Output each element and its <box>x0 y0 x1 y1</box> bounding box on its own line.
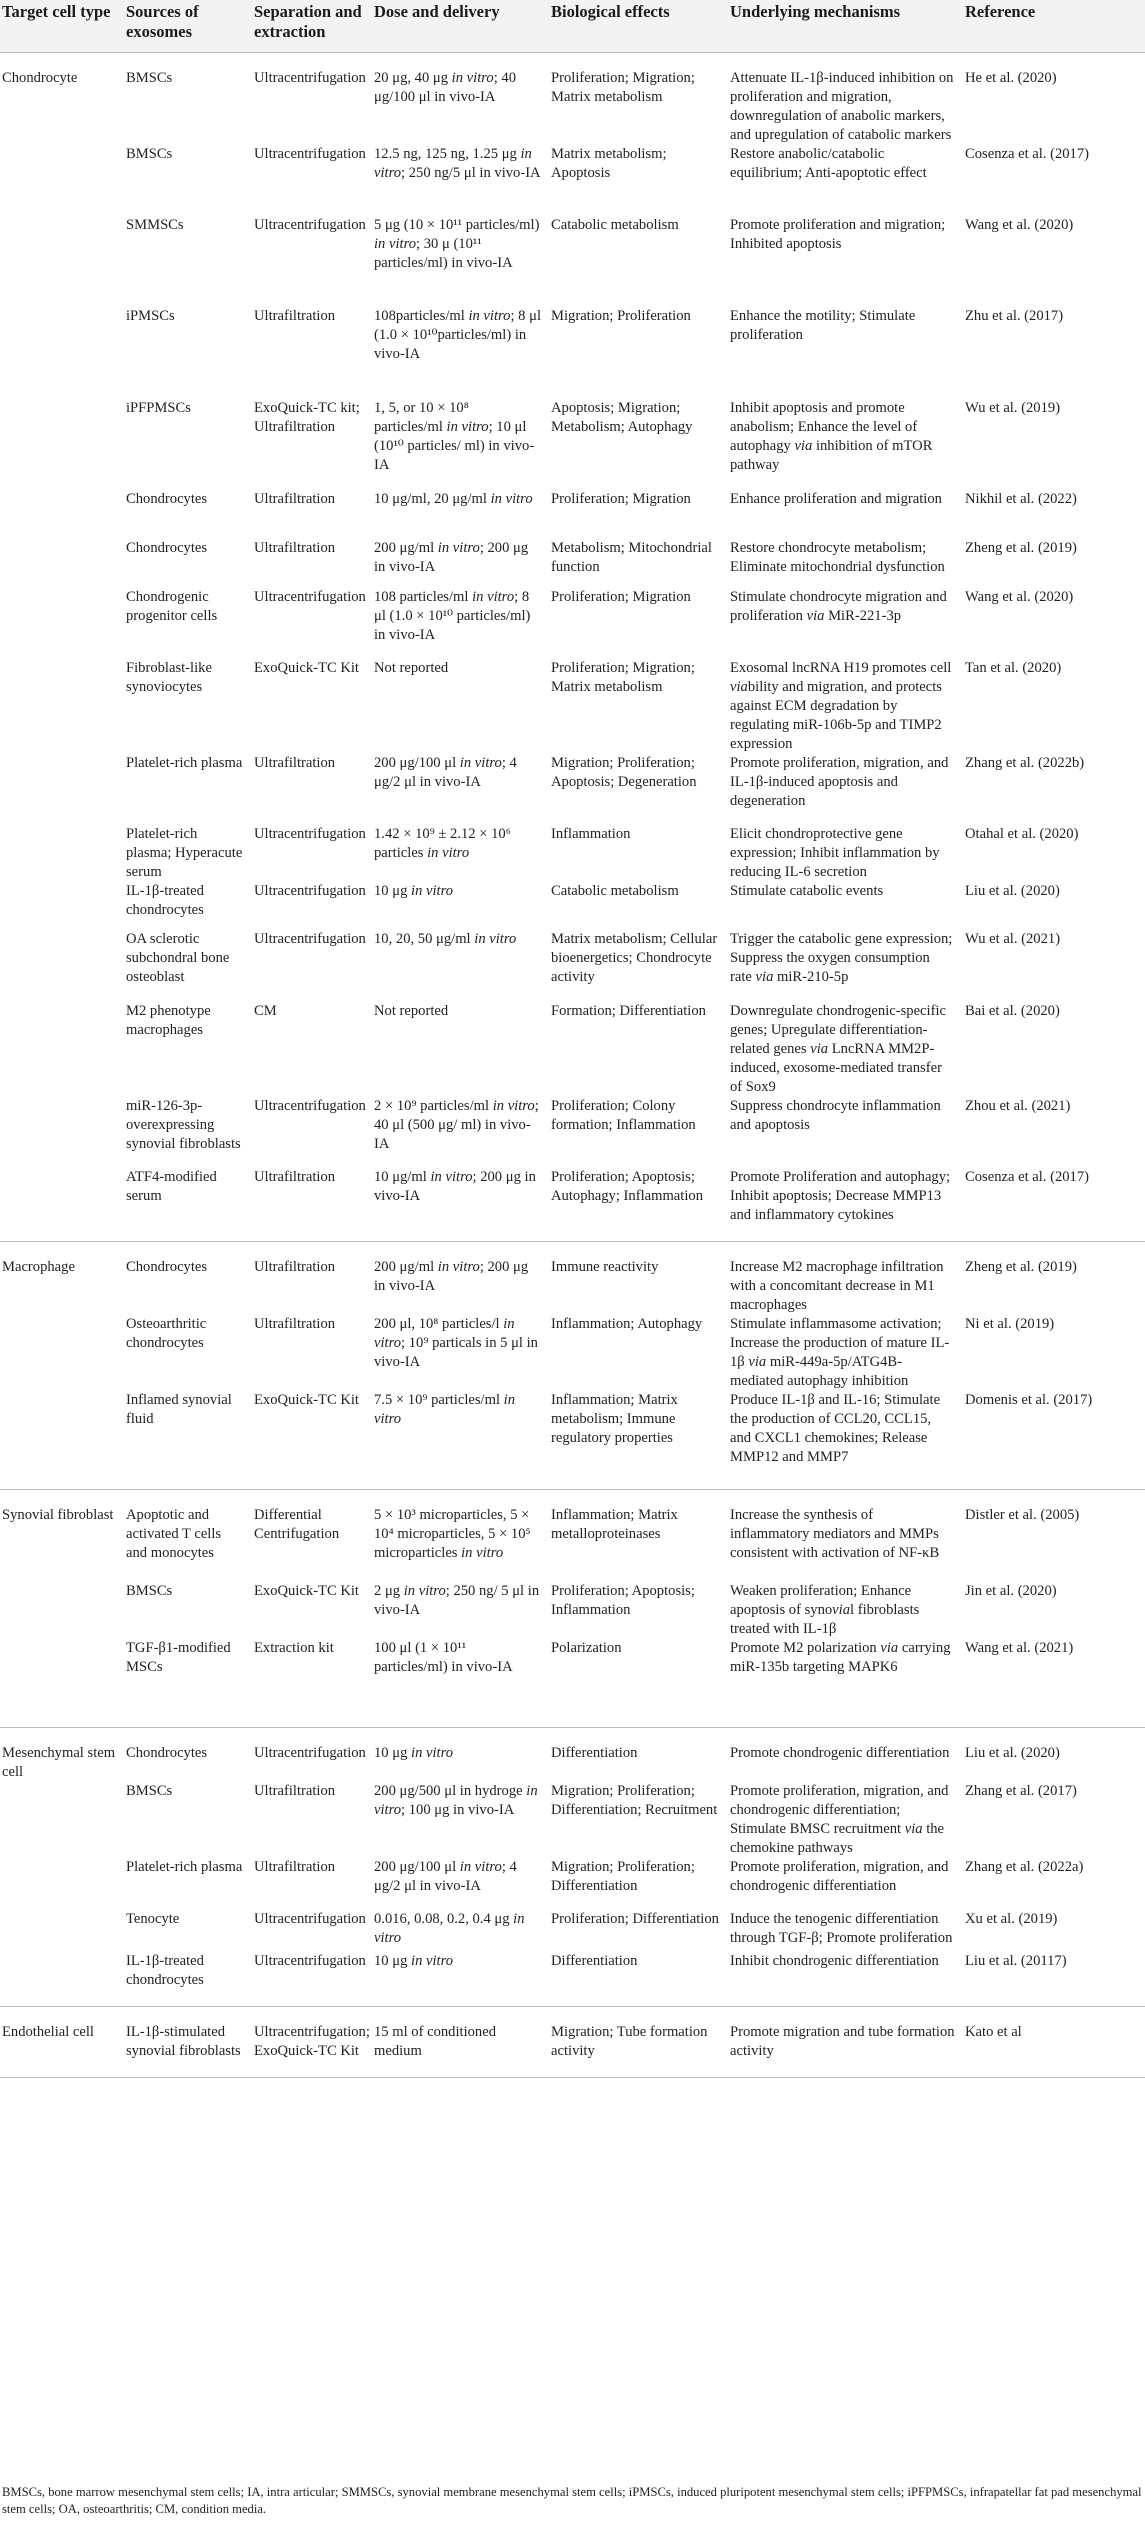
cell-effects: Inflammation <box>551 826 631 842</box>
cell-dose: 12.5 ng, 125 ng, 1.25 μg in vitro; 250 ng/5 μl in vivo-IA <box>374 146 541 181</box>
cell-mechanism: Elicit chondroprotective gene expression; Inhibit inflammation by reducing IL-6 secretion <box>730 826 940 880</box>
cell-source: iPMSCs <box>126 308 175 324</box>
cell-target <box>0 399 122 490</box>
cell-extraction: Ultracentrifugation <box>250 1727 370 1782</box>
cell-extraction: ExoQuick-TC Kit <box>254 660 359 676</box>
cell-mechanism: Promote proliferation, migration, and chondrogenic differentiation; Stimulate BMSC recruitment via the chemokine pathways <box>730 1782 949 1856</box>
cell-effects: Proliferation; Apoptosis; Autophagy; Inflammation <box>547 1168 726 1242</box>
cell-effects: Differentiation <box>547 1952 726 2007</box>
cell-source: Tenocyte <box>126 1910 180 1927</box>
cell-dose: 10 μg in vitro <box>370 1952 547 2007</box>
header-reference: Reference <box>961 0 1145 53</box>
cell-reference: Domenis et al. (2017) <box>961 1391 1145 1489</box>
cell-effects: Migration; Proliferation; Differentiation; Recruitment <box>551 1782 718 1818</box>
cell-source: BMSCs <box>126 1782 173 1799</box>
cell-mechanism: Promote proliferation, migration, and IL-1β-induced apoptosis and degeneration <box>730 755 949 809</box>
cell-extraction: ExoQuick-TC Kit <box>250 1391 370 1489</box>
table-body <box>0 53 1145 2078</box>
header-target: Target cell type <box>0 0 122 53</box>
cell-target <box>0 307 122 399</box>
cell-mechanism: Increase M2 macrophage infiltration with a concomitant decrease in M1 macrophages <box>726 1242 961 1316</box>
header-dose: Dose and delivery <box>370 0 547 53</box>
cell-effects: Proliferation; Colony formation; Inflammation <box>551 1098 696 1133</box>
cell-dose: 200 μg/500 μl in hydroge in vitro; 100 μg in vivo-IA <box>374 1782 538 1818</box>
cell-dose: 0.016, 0.08, 0.2, 0.4 μg in vitro <box>374 1910 525 1946</box>
cell-extraction: Ultracentrifugation <box>254 883 366 899</box>
cell-dose: 200 μg/100 μl in vitro; 4 μg/2 μl in vivo-IA <box>374 1858 517 1894</box>
cell-source: IL-1β-stimulated synovial fibroblasts <box>122 2007 250 2078</box>
cell-dose: 108 particles/ml in vitro; 8 μl (1.0 × 10¹⁰ particles/ml) in vivo-IA <box>374 589 531 643</box>
cell-source: iPFPMSCs <box>126 400 191 416</box>
cell-target <box>0 825 122 882</box>
cell-mechanism: Stimulate inflammasome activation; Increase the production of mature IL-1β via miR-449a-5p/ATG4B-mediated autophagy inhibition <box>730 1316 950 1389</box>
cell-dose: 200 μg/ml in vitro; 200 μg in vivo-IA <box>374 540 529 575</box>
table-row <box>0 307 1145 399</box>
cell-source: Apoptotic and activated T cells and monocytes <box>122 1489 250 1582</box>
cell-effects: Immune reactivity <box>547 1242 726 1316</box>
cell-mechanism: Restore anabolic/catabolic equilibrium; Anti-apoptotic effect <box>730 146 927 181</box>
cell-target <box>0 588 122 659</box>
cell-dose: 10, 20, 50 μg/ml in vitro <box>374 931 517 947</box>
cell-effects: Migration; Proliferation; Differentiation <box>551 1858 695 1894</box>
header-mechanism: Underlying mechanisms <box>726 0 961 53</box>
table-row <box>0 825 1145 882</box>
cell-mechanism: Exosomal lncRNA H19 promotes cell viability and migration, and protects against ECM degradation by regulating miR-106b-5p and TIMP2 expression <box>730 660 952 752</box>
cell-target <box>0 754 122 825</box>
cell-reference: Zhu et al. (2017) <box>965 308 1064 324</box>
cell-dose: 200 μg/100 μl in vitro; 4 μg/2 μl in vivo-IA <box>374 755 517 790</box>
cell-source: BMSCs <box>126 70 173 86</box>
table-row <box>0 1097 1145 1168</box>
cell-source: OA sclerotic subchondral bone osteoblast <box>126 931 230 985</box>
table-row <box>0 1489 1145 1582</box>
cell-source: ATF4-modified serum <box>122 1168 250 1242</box>
cell-effects: Migration; Tube formation activity <box>547 2007 726 2078</box>
table-row <box>0 882 1145 930</box>
cell-reference: Wang et al. (2020) <box>965 217 1074 233</box>
cell-extraction: Ultracentrifugation <box>254 1098 366 1114</box>
cell-target: Macrophage <box>0 1242 122 1316</box>
cell-dose: 2 × 10⁹ particles/ml in vitro; 40 μl (500 μg/ ml) in vivo-IA <box>374 1098 539 1152</box>
table-row <box>0 1315 1145 1391</box>
cell-extraction: Extraction kit <box>250 1639 370 1727</box>
cell-mechanism: Promote Proliferation and autophagy; Inhibit apoptosis; Decrease MMP13 and inflammatory cytokines <box>726 1168 961 1242</box>
cell-extraction: ExoQuick-TC Kit <box>254 1583 359 1599</box>
cell-mechanism: Inhibit chondrogenic differentiation <box>726 1952 961 2007</box>
table-row <box>0 1168 1145 1242</box>
cell-effects: Catabolic metabolism <box>551 883 679 899</box>
table-row <box>0 490 1145 539</box>
cell-mechanism: Promote migration and tube formation activity <box>726 2007 961 2078</box>
table-row <box>0 53 1145 146</box>
header-extraction: Separation and extraction <box>250 0 370 53</box>
cell-effects: Metabolism; Mitochondrial function <box>551 540 712 575</box>
table-row <box>0 1242 1145 1316</box>
cell-extraction: Ultrafiltration <box>250 1168 370 1242</box>
table-row <box>0 2007 1145 2078</box>
cell-reference: Liu et al. (20117) <box>961 1952 1145 2007</box>
cell-source: TGF-β1-modified MSCs <box>122 1639 250 1727</box>
header-source: Sources of exosomes <box>122 0 250 53</box>
cell-mechanism: Suppress chondrocyte inflammation and apoptosis <box>730 1098 941 1133</box>
cell-mechanism: Promote M2 polarization via carrying miR-135b targeting MAPK6 <box>726 1639 961 1727</box>
cell-effects: Migration; Proliferation; Apoptosis; Degeneration <box>551 755 697 790</box>
cell-reference: Jin et al. (2020) <box>965 1583 1057 1599</box>
cell-dose: 2 μg in vitro; 250 ng/ 5 μl in vivo-IA <box>374 1583 540 1618</box>
cell-extraction: CM <box>254 1003 277 1019</box>
table-row <box>0 588 1145 659</box>
cell-mechanism: Enhance proliferation and migration <box>730 491 942 507</box>
cell-dose: 108particles/ml in vitro; 8 μl (1.0 × 10¹⁰particles/ml) in vivo-IA <box>374 308 541 362</box>
table-row <box>0 1782 1145 1858</box>
cell-target <box>0 145 122 216</box>
cell-dose: 10 μg/ml in vitro; 200 μg in vivo-IA <box>370 1168 547 1242</box>
table-row <box>0 145 1145 216</box>
cell-extraction: Ultracentrifugation; ExoQuick-TC Kit <box>250 2007 370 2078</box>
cell-extraction: Ultracentrifugation <box>250 1952 370 2007</box>
cell-target <box>0 216 122 307</box>
cell-effects: Proliferation; Differentiation <box>551 1910 719 1927</box>
cell-source: Chondrocytes <box>126 491 208 507</box>
cell-target <box>0 1582 122 1639</box>
cell-target <box>0 882 122 930</box>
cell-extraction: Ultrafiltration <box>254 491 336 507</box>
cell-reference: Otahal et al. (2020) <box>965 826 1079 842</box>
cell-source: Osteoarthritic chondrocytes <box>126 1316 207 1351</box>
cell-reference: Ni et al. (2019) <box>965 1316 1055 1332</box>
cell-mechanism: Promote chondrogenic differentiation <box>726 1727 961 1782</box>
cell-source: BMSCs <box>126 1583 173 1599</box>
cell-target <box>0 1002 122 1097</box>
cell-mechanism: Trigger the catabolic gene expression; Suppress the oxygen consumption rate via miR-210-5p <box>730 931 953 985</box>
cell-source: M2 phenotype macrophages <box>126 1003 211 1038</box>
cell-source: IL-1β-treated chondrocytes <box>122 1952 250 2007</box>
cell-reference: Liu et al. (2020) <box>965 883 1060 899</box>
cell-target <box>0 1858 122 1910</box>
cell-mechanism: Produce IL-1β and IL-16; Stimulate the production of CCL20, CCL15, and CXCL1 chemokines; Release MMP12 and MMP7 <box>726 1391 961 1489</box>
cell-mechanism: Induce the tenogenic differentiation through TGF-β; Promote proliferation <box>730 1910 953 1946</box>
cell-effects: Proliferation; Migration; Matrix metabolism <box>551 70 695 105</box>
cell-extraction: Ultracentrifugation <box>254 826 366 842</box>
cell-source: Inflamed synovial fluid <box>122 1391 250 1489</box>
cell-extraction: Ultrafiltration <box>254 1782 336 1799</box>
cell-effects: Polarization <box>547 1639 726 1727</box>
cell-extraction: Ultracentrifugation <box>254 146 366 162</box>
cell-source: BMSCs <box>126 146 173 162</box>
cell-reference: Wang et al. (2021) <box>961 1639 1145 1727</box>
cell-reference: Cosenza et al. (2017) <box>965 146 1090 162</box>
cell-dose: 10 μg/ml, 20 μg/ml in vitro <box>374 491 533 507</box>
cell-dose: 20 μg, 40 μg in vitro; 40 μg/100 μl in vivo-IA <box>374 70 516 105</box>
cell-reference: Kato et al <box>961 2007 1145 2078</box>
cell-reference: Wang et al. (2020) <box>965 589 1074 605</box>
cell-target <box>0 1315 122 1391</box>
cell-mechanism: Restore chondrocyte metabolism; Eliminate mitochondrial dysfunction <box>730 540 945 575</box>
cell-mechanism: Weaken proliferation; Enhance apoptosis of synovial fibroblasts treated with IL-1β <box>730 1583 920 1637</box>
cell-source: Platelet-rich plasma <box>126 1858 243 1875</box>
table-row <box>0 1910 1145 1952</box>
cell-mechanism: Increase the synthesis of inflammatory mediators and MMPs consistent with activation of NF-κB <box>726 1489 961 1582</box>
cell-extraction: Ultrafiltration <box>254 755 336 771</box>
table-row <box>0 930 1145 1002</box>
cell-extraction: Differential Centrifugation <box>250 1489 370 1582</box>
cell-reference: Zhang et al. (2022b) <box>965 755 1085 771</box>
cell-target <box>0 539 122 588</box>
cell-source: Fibroblast-like synoviocytes <box>126 660 212 695</box>
cell-dose: 10 μg in vitro <box>374 883 454 899</box>
table-row <box>0 659 1145 754</box>
cell-extraction: Ultrafiltration <box>254 540 336 556</box>
table-row <box>0 1582 1145 1639</box>
cell-effects: Differentiation <box>547 1727 726 1782</box>
cell-extraction: Ultracentrifugation <box>254 931 366 947</box>
cell-target: Mesenchymal stem cell <box>0 1727 122 1782</box>
cell-dose: 15 ml of conditioned medium <box>370 2007 547 2078</box>
cell-mechanism: Inhibit apoptosis and promote anabolism; Enhance the level of autophagy via inhibition of mTOR pathway <box>730 400 933 473</box>
cell-effects: Proliferation; Migration <box>551 589 691 605</box>
cell-reference: Zhang et al. (2022a) <box>965 1858 1084 1875</box>
cell-reference: Liu et al. (2020) <box>961 1727 1145 1782</box>
cell-target: Endothelial cell <box>0 2007 122 2078</box>
table-row <box>0 399 1145 490</box>
cell-effects: Inflammation; Matrix metabolism; Immune regulatory properties <box>547 1391 726 1489</box>
cell-reference: Bai et al. (2020) <box>965 1003 1060 1019</box>
cell-dose: 5 μg (10 × 10¹¹ particles/ml) in vitro; 30 μ (10¹¹ particles/ml) in vivo-IA <box>374 217 540 271</box>
table-footnote: BMSCs, bone marrow mesenchymal stem cells; IA, intra articular; SMMSCs, synovial membrane mesenchymal stem cells; iPMSCs, induced pluripotent mesenchymal stem cells; iPFPMSCs, infrapatellar fat pad mesenchymal stem cells; OA, osteoarthritis; CM, condition media. <box>2 2485 1142 2516</box>
cell-effects: Proliferation; Apoptosis; Inflammation <box>551 1583 695 1618</box>
cell-reference: Nikhil et al. (2022) <box>965 491 1077 507</box>
cell-dose: 100 μl (1 × 10¹¹ particles/ml) in vivo-IA <box>370 1639 547 1727</box>
table-row <box>0 1391 1145 1489</box>
cell-dose: 1.42 × 10⁹ ± 2.12 × 10⁶ particles in vitro <box>374 826 511 861</box>
cell-mechanism: Enhance the motility; Stimulate proliferation <box>730 308 916 343</box>
cell-reference: Xu et al. (2019) <box>965 1910 1058 1927</box>
cell-dose: 1, 5, or 10 × 10⁸ particles/ml in vitro; 10 μl (10¹⁰ particles/ ml) in vivo-IA <box>374 400 535 473</box>
cell-effects: Proliferation; Migration <box>551 491 691 507</box>
cell-extraction: Ultracentrifugation <box>254 1910 366 1927</box>
cell-target <box>0 1097 122 1168</box>
cell-effects: Matrix metabolism; Apoptosis <box>551 146 667 181</box>
table-row <box>0 216 1145 307</box>
cell-effects: Inflammation; Matrix metalloproteinases <box>547 1489 726 1582</box>
cell-source: Chondrogenic progenitor cells <box>126 589 218 624</box>
cell-source: miR-126-3p-overexpressing synovial fibroblasts <box>126 1098 241 1152</box>
table-row <box>0 754 1145 825</box>
cell-target <box>0 1782 122 1858</box>
cell-extraction: Ultracentrifugation <box>254 217 366 233</box>
table-row <box>0 1639 1145 1727</box>
cell-mechanism: Downregulate chondrogenic-specific genes; Upregulate differentiation-related genes via LncRNA MM2P-induced, exosome-mediated transfer of Sox9 <box>730 1003 946 1095</box>
cell-reference: He et al. (2020) <box>965 70 1057 86</box>
header-effects: Biological effects <box>547 0 726 53</box>
cell-effects: Inflammation; Autophagy <box>551 1316 703 1332</box>
cell-dose: 7.5 × 10⁹ particles/ml in vitro <box>370 1391 547 1489</box>
cell-extraction: Ultrafiltration <box>254 1858 336 1875</box>
cell-mechanism: Promote proliferation and migration; Inhibited apoptosis <box>730 217 946 252</box>
table-row <box>0 1858 1145 1910</box>
table-row <box>0 539 1145 588</box>
cell-target: Synovial fibroblast <box>0 1489 122 1582</box>
table-row <box>0 1952 1145 2007</box>
cell-target <box>0 930 122 1002</box>
cell-effects: Migration; Proliferation <box>551 308 691 324</box>
cell-effects: Apoptosis; Migration; Metabolism; Autophagy <box>551 400 693 435</box>
cell-source: SMMSCs <box>126 217 184 233</box>
cell-mechanism: Stimulate catabolic events <box>730 883 884 899</box>
cell-dose: 200 μl, 10⁸ particles/l in vitro; 10⁹ particals in 5 μl in vivo-IA <box>374 1316 538 1370</box>
cell-reference: Distler et al. (2005) <box>961 1489 1145 1582</box>
cell-source: Chondrocytes <box>126 540 208 556</box>
cell-target <box>0 490 122 539</box>
cell-dose: Not reported <box>374 660 449 676</box>
cell-reference: Zheng et al. (2019) <box>961 1242 1145 1316</box>
cell-source: Chondrocytes <box>122 1242 250 1316</box>
cell-effects: Matrix metabolism; Cellular bioenergetics; Chondrocyte activity <box>551 931 718 985</box>
cell-extraction: Ultrafiltration <box>254 1316 336 1332</box>
cell-dose: 10 μg in vitro <box>370 1727 547 1782</box>
cell-mechanism: Promote proliferation, migration, and chondrogenic differentiation <box>730 1858 949 1894</box>
cell-mechanism: Stimulate chondrocyte migration and proliferation via MiR-221-3p <box>730 589 947 624</box>
cell-target <box>0 1639 122 1727</box>
cell-mechanism: Attenuate IL-1β-induced inhibition on proliferation and migration, downregulation of anabolic markers, and upregulation of catabolic markers <box>730 70 954 143</box>
cell-reference: Zheng et al. (2019) <box>965 540 1077 556</box>
cell-effects: Proliferation; Migration; Matrix metabolism <box>551 660 695 695</box>
cell-target <box>0 1952 122 2007</box>
cell-effects: Catabolic metabolism <box>551 217 679 233</box>
table-row <box>0 1002 1145 1097</box>
cell-target <box>0 1391 122 1489</box>
cell-extraction: Ultracentrifugation <box>254 589 366 605</box>
cell-reference: Tan et al. (2020) <box>965 660 1062 676</box>
table-header-row <box>0 0 1145 53</box>
cell-dose: 5 × 10³ microparticles, 5 × 10⁴ microparticles, 5 × 10⁵ microparticles in vitro <box>370 1489 547 1582</box>
cell-reference: Wu et al. (2019) <box>965 400 1061 416</box>
cell-target <box>0 1910 122 1952</box>
cell-extraction: ExoQuick-TC kit; Ultrafiltration <box>254 400 360 435</box>
cell-extraction: Ultracentrifugation <box>254 70 366 86</box>
cell-reference: Cosenza et al. (2017) <box>961 1168 1145 1242</box>
cell-dose: 200 μg/ml in vitro; 200 μg in vivo-IA <box>370 1242 547 1316</box>
cell-dose: Not reported <box>374 1003 449 1019</box>
cell-source: Platelet-rich plasma <box>126 755 243 771</box>
cell-source: Chondrocytes <box>122 1727 250 1782</box>
cell-target <box>0 1168 122 1242</box>
cell-reference: Zhang et al. (2017) <box>965 1782 1077 1799</box>
cell-source: IL-1β-treated chondrocytes <box>126 883 204 918</box>
cell-target: Chondrocyte <box>2 70 78 86</box>
cell-source: Platelet-rich plasma; Hyperacute serum <box>126 826 243 880</box>
cell-target <box>0 659 122 754</box>
cell-reference: Zhou et al. (2021) <box>965 1098 1071 1114</box>
cell-effects: Formation; Differentiation <box>551 1003 706 1019</box>
cell-reference: Wu et al. (2021) <box>965 931 1061 947</box>
cell-extraction: Ultrafiltration <box>254 308 336 324</box>
cell-extraction: Ultrafiltration <box>250 1242 370 1316</box>
table-row <box>0 1727 1145 1782</box>
